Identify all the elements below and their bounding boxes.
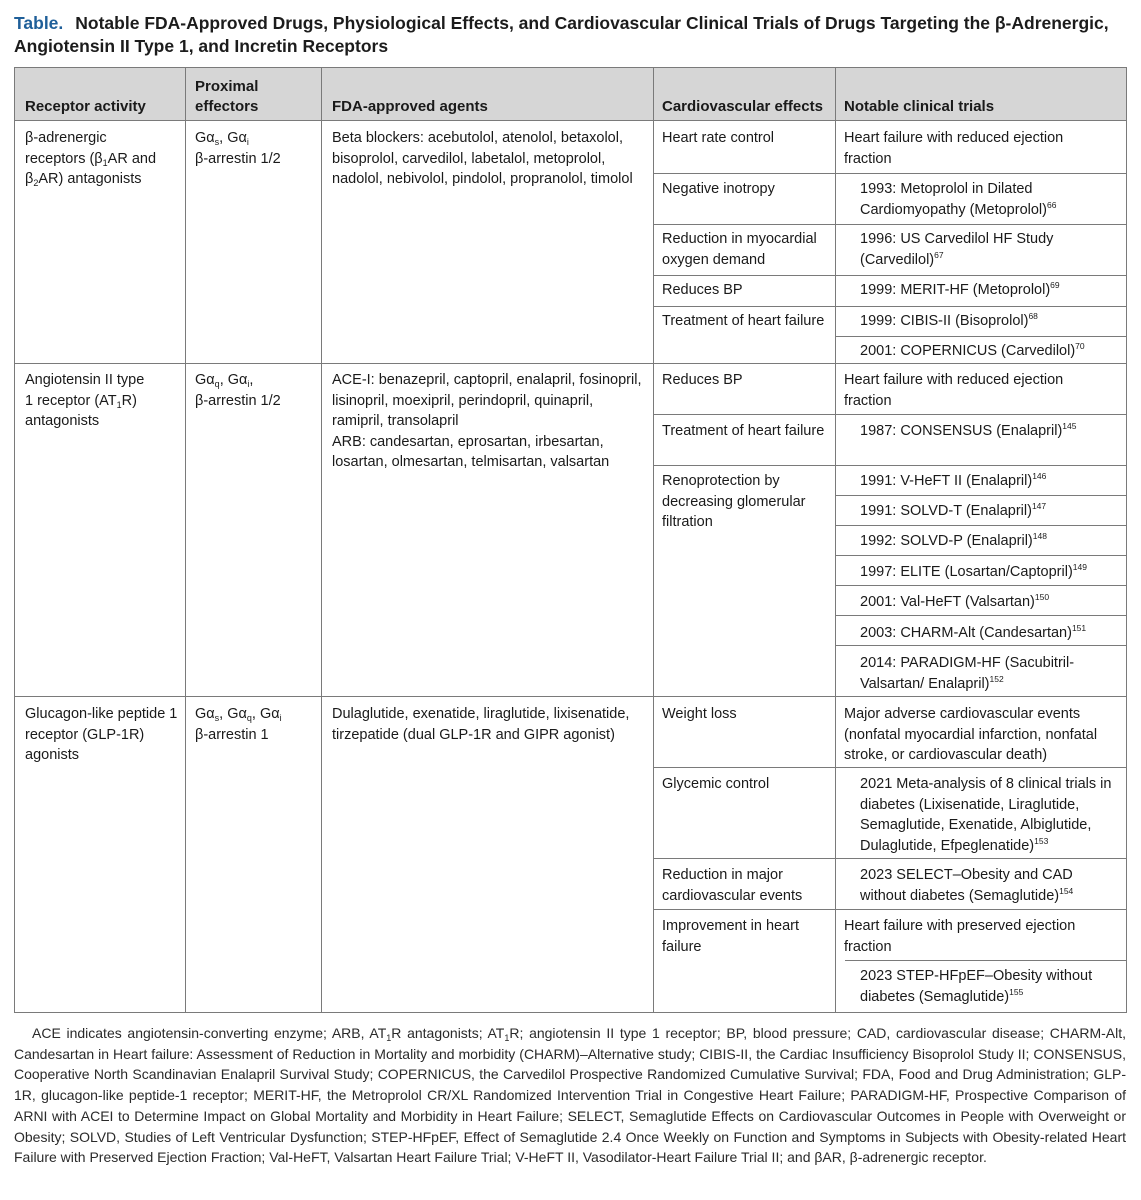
at1-receptor-cell: Angiotensin II type 1 receptor $(AT_1R)$ antagonists [25, 372, 145, 430]
table-title [14, 12, 1124, 58]
cell-divider [653, 858, 1126, 859]
cell-divider [653, 306, 1126, 307]
cell-divider [653, 173, 1126, 174]
glp-trial-group-1: Major adverse cardiovascular events (nonfatal myocardial infarction, nonfatal stroke, or cardiovascular death) [844, 706, 1098, 764]
at1-trial: 2001: Val-HeFT (Valsartan)$^{150}$ [860, 592, 1050, 610]
glp-effect: Improvement in heart failure [662, 918, 800, 955]
table-title-text: Notable FDA-Approved Drugs, Physiological Effects, and Cardiovascular Clinical Trials of Drugs Targeting the β-Adrenergic, Angiotensin II Type 1, and Incretin Receptors [14, 13, 1109, 56]
beta-agents-cell: Beta blockers: acebutolol, atenolol, betaxolol, bisoprolol, carvedilol, labetalol, metoprolol, nadolol, nebivolol, pindolol, propranolol, timolol [332, 130, 633, 188]
glp-trial: 2023 STEP-HFpEF–Obesity without diabetes (Semaglutide)$^{155}$ [860, 968, 1093, 1005]
at1-effect: Treatment of heart failure [662, 423, 825, 439]
header-agents: FDA-approved agents [332, 98, 488, 115]
glp-trial: 2023 SELECT–Obesity and CAD without diabetes (Semaglutide)$^{154}$ [860, 867, 1074, 904]
data-table [14, 67, 1127, 1013]
beta-effect: Reduction in myocardial oxygen demand [662, 231, 817, 268]
table-label: Table. [14, 13, 64, 33]
at1-trial-group: Heart failure with reduced ejection fraction [844, 372, 1064, 409]
cell-divider [835, 525, 1126, 526]
glp-trial: 2021 Meta-analysis of 8 clinical trials in diabetes (Lixisenatide, Liraglutide, Semaglutide, Exenatide, Albiglutide, Dulaglutide, Efpeglenatide)$^{153}$ [860, 776, 1112, 854]
cell-divider [835, 645, 1126, 646]
at1-trial: 2014: PARADIGM-HF (Sacubitril-Valsartan/ Enalapril)$^{152}$ [860, 655, 1075, 692]
cell-divider [845, 960, 1126, 961]
at1-effectors-cell: $G\alpha_q$, $G\alpha_i$, β-arrestin 1/2 [195, 372, 281, 409]
col-divider [653, 68, 654, 1012]
row-divider [15, 363, 1126, 364]
at1-trial: 1991: SOLVD-T (Enalapril)$^{147}$ [860, 501, 1047, 519]
cell-divider [653, 465, 1126, 466]
at1-trial: 2003: CHARM-Alt (Candesartan)$^{151}$ [860, 623, 1087, 641]
beta-effect: Heart rate control [662, 130, 775, 146]
table-footnote: ACE indicates angiotensin-converting enzyme; ARB, $AT_1R$ antagonists; $AT_1R$; angiotensin II type 1 receptor; BP, blood pressure; CAD, cardiovascular disease; CHARM-Alt, Candesartan in Heart failure: Assessment of Reduction in Mortality and morbidity (CHARM)–Alternative study; CIBIS-II, the Cardiac Insufficiency Bisoprolol Study II; CONSENSUS, Cooperative North Scandinavian Enalapril Survival Study; COPERNICUS, the Carvedilol Prospective Randomized Cumulative Survival; FDA, Food and Drug Administration; GLP-1R, glucagon-like peptide-1 receptor; MERIT-HF, the Metroprolol CR/XL Randomized Intervention Trial in Congestive Heart Failure; PARADIGM-HF, Prospective Comparison of ARNI with ACEI to Determine Impact on Global Mortality and Morbidity in Heart Failure; SELECT, Semaglutide Effects on Cardiovascular Outcomes in People with Overweight or Obesity; SOLVD, Studies of Left Ventricular Dysfunction; STEP-HFpEF, Effect of Semaglutide 2.4 Once Weekly on Function and Symptoms in Subjects with Obesity-related Heart Failure with Preserved Ejection Fraction; Val-HeFT, Valsartan Heart Failure Trial; V-HeFT II, Vasodilator-Heart Failure Trial II; and βAR, β-adrenergic receptor. [14, 1025, 1127, 1166]
header-trials: Notable clinical trials [844, 98, 995, 115]
glp-agents-cell: Dulaglutide, exenatide, liraglutide, lixisenatide, tirzepatide (dual GLP-1R and GIPR agonist) [332, 706, 630, 743]
beta-effect: Negative inotropy [662, 181, 775, 197]
cell-divider [653, 909, 1126, 910]
cell-divider [835, 555, 1126, 556]
header-effectors-line2: effectors [195, 98, 259, 115]
glp-trial-group-2: Heart failure with preserved ejection fraction [844, 918, 1076, 955]
beta-trial: 1999: MERIT-HF (Metoprolol)$^{69}$ [860, 280, 1060, 298]
beta-receptor-cell: β-adrenergic receptors ($\beta_1AR$ and $\beta_2AR$) antagonists [25, 130, 157, 189]
cell-divider [835, 336, 1126, 337]
cell-divider [653, 275, 1126, 276]
beta-effectors-cell: $G\alpha_s$, $G\alpha_i$ β-arrestin 1/2 [195, 130, 281, 167]
cell-divider [653, 414, 1126, 415]
beta-trial-group: Heart failure with reduced ejection fraction [844, 130, 1064, 167]
beta-effect: Treatment of heart failure [662, 313, 825, 329]
at1-effect: Renoprotection by decreasing glomerular filtration [662, 473, 806, 531]
at1-effect: Reduces BP [662, 372, 743, 388]
cell-divider [835, 495, 1126, 496]
beta-trial: 1996: US Carvedilol HF Study (Carvedilol)$^{67}$ [860, 231, 1054, 268]
col-divider [185, 68, 186, 1012]
glp-receptor-cell: Glucagon-like peptide 1 receptor (GLP-1R) agonists [25, 706, 178, 764]
row-divider [15, 696, 1126, 697]
header-effectors-line1: Proximal [195, 78, 259, 95]
beta-trial: 1993: Metoprolol in Dilated Cardiomyopathy (Metoprolol)$^{66}$ [860, 181, 1057, 218]
cell-divider [835, 615, 1126, 616]
at1-agents-cell [332, 370, 648, 473]
header-effects: Cardiovascular effects [662, 98, 823, 115]
at1-trial: 1987: CONSENSUS (Enalapril)$^{145}$ [860, 421, 1077, 439]
beta-trial: 1999: CIBIS-II (Bisoprolol)$^{68}$ [860, 311, 1038, 329]
beta-trial: 2001: COPERNICUS (Carvedilol)$^{70}$ [860, 341, 1085, 359]
beta-effect: Reduces BP [662, 282, 743, 298]
at1-agents-ace: ACE-I: benazepril, captopril, enalapril, fosinopril, lisinopril, moexipril, perindopril, quinapril, ramipril, transolapril [332, 372, 642, 430]
table-header-row [15, 68, 1126, 121]
glp-effectors-cell: $G\alpha_s$, $G\alpha_q$, $G\alpha_i$ β-arrestin 1 [195, 706, 282, 743]
col-divider [321, 68, 322, 1012]
cell-divider [653, 767, 1126, 768]
col-divider [835, 68, 836, 1012]
header-receptor: Receptor activity [25, 98, 146, 115]
at1-trial: 1992: SOLVD-P (Enalapril)$^{148}$ [860, 531, 1047, 549]
cell-divider [835, 585, 1126, 586]
glp-effect: Reduction in major cardiovascular events [662, 867, 803, 904]
cell-divider [653, 224, 1126, 225]
glp-effect: Glycemic control [662, 776, 770, 792]
at1-trial: 1991: V-HeFT II (Enalapril)$^{146}$ [860, 471, 1047, 489]
glp-effect: Weight loss [662, 706, 737, 722]
at1-agents-arb: ARB: candesartan, eprosartan, irbesartan, losartan, olmesartan, telmisartan, valsartan [332, 433, 610, 471]
at1-trial: 1997: ELITE (Losartan/Captopril)$^{149}$ [860, 562, 1087, 580]
